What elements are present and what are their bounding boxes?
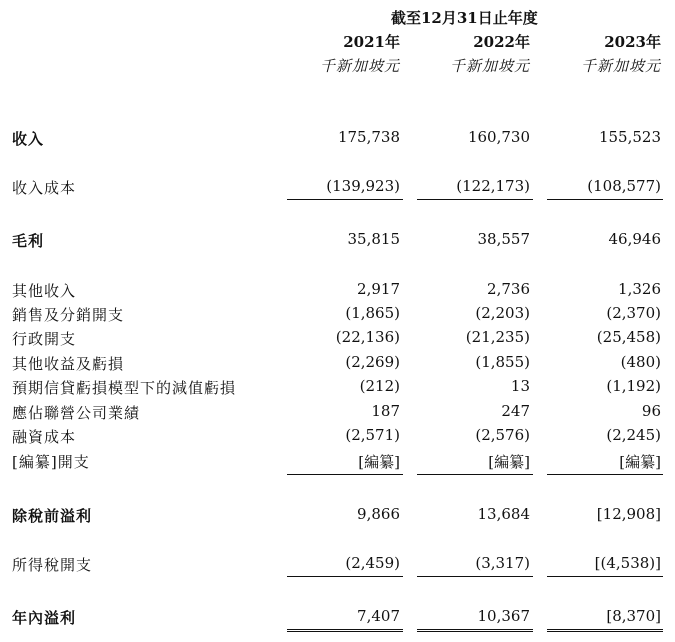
table-cell: (2,459) [345,554,400,572]
table-cell: 10,367 [477,607,530,625]
row-label-profit-for-year: 年內溢利 [12,609,77,627]
table-cell: 2,917 [357,280,400,298]
table-cell: (108,577) [587,177,661,195]
row-label-finance-costs: 融資成本 [12,428,77,446]
total-double-rule [287,629,403,632]
row-label-ecl-impairment: 預期信貸虧損模型下的減值虧損 [12,379,237,397]
table-cell: 35,815 [347,230,400,248]
year-2022-header: 2022年 [473,33,530,51]
table-cell: [12,908] [596,505,661,523]
table-cell: 175,738 [337,128,400,146]
table-cell: (1,855) [475,353,530,371]
table-cell: 160,730 [467,128,530,146]
row-label-other-income: 其他收入 [12,282,77,300]
row-label-other-gains-losses: 其他收益及虧損 [12,355,125,373]
table-cell: (1,865) [345,304,400,322]
table-cell: 187 [371,402,400,420]
year-2021-header: 2021年 [343,33,400,51]
year-2023-header: 2023年 [604,33,661,51]
table-cell: (2,203) [475,304,530,322]
table-cell: (1,192) [606,377,661,395]
table-cell: 9,866 [357,505,400,523]
row-label-redacted-expenses: [編纂]開支 [12,453,90,471]
unit-2023: 千新加坡元 [580,57,661,75]
table-cell: (480) [620,353,661,371]
table-cell: (212) [359,377,400,395]
table-cell: [編纂] [488,453,530,471]
table-cell: (2,245) [606,426,661,444]
subtotal-rule [287,199,403,200]
total-double-rule [547,629,663,632]
subtotal-rule [417,474,533,475]
table-cell: 7,407 [357,607,400,625]
period-header: 截至12月31日止年度 [391,9,538,27]
table-cell: 247 [501,402,530,420]
table-cell: 46,946 [608,230,661,248]
row-label-cost-of-revenue: 收入成本 [12,179,77,197]
table-cell: 155,523 [598,128,661,146]
subtotal-rule [417,199,533,200]
subtotal-rule [547,199,663,200]
subtotal-rule [287,474,403,475]
table-cell: (25,458) [596,328,661,346]
row-label-share-of-associates: 應佔聯營公司業績 [12,404,141,422]
table-cell: (22,136) [335,328,400,346]
subtotal-rule [287,576,403,577]
table-cell: 38,557 [477,230,530,248]
table-cell: [8,370] [606,607,661,625]
table-cell: [編纂] [358,453,400,471]
table-cell: (2,571) [345,426,400,444]
table-cell: [(4,538)] [594,554,661,572]
table-cell: (2,576) [475,426,530,444]
subtotal-rule [417,576,533,577]
table-cell: 13,684 [477,505,530,523]
unit-2021: 千新加坡元 [319,57,400,75]
total-double-rule [417,629,533,632]
row-label-income-tax: 所得稅開支 [12,556,93,574]
row-label-profit-before-tax: 除稅前溢利 [12,507,93,525]
table-cell: (2,269) [345,353,400,371]
table-cell: 1,326 [618,280,661,298]
row-label-gross-profit: 毛利 [12,232,45,250]
table-cell: 13 [510,377,530,395]
table-cell: (139,923) [326,177,400,195]
table-cell: (3,317) [475,554,530,572]
unit-2022: 千新加坡元 [449,57,530,75]
subtotal-rule [547,474,663,475]
table-cell: (122,173) [456,177,530,195]
table-cell: (2,370) [606,304,661,322]
table-cell: (21,235) [465,328,530,346]
subtotal-rule [547,576,663,577]
table-cell: 96 [641,402,661,420]
row-label-administrative: 行政開支 [12,330,77,348]
table-cell: 2,736 [487,280,530,298]
row-label-revenue: 收入 [12,130,45,148]
table-cell: [編纂] [619,453,661,471]
row-label-selling-distribution: 銷售及分銷開支 [12,306,125,324]
